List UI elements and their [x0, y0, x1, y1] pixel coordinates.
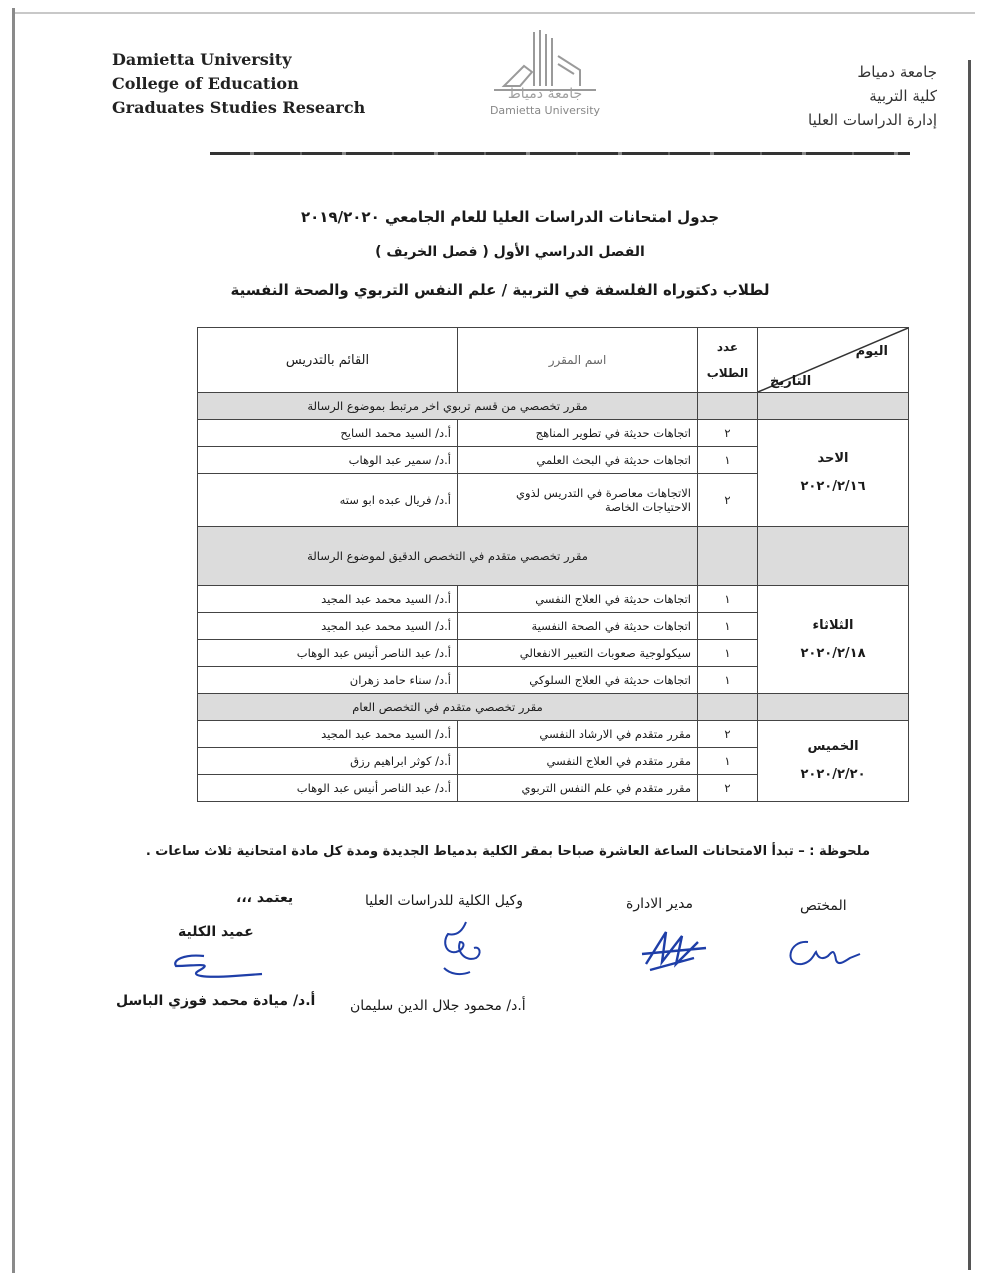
- svg-text:جامعة دمياط: جامعة دمياط: [507, 86, 583, 102]
- student-count-header: عدد الطلاب: [698, 328, 758, 393]
- day-date-cell: [758, 721, 909, 802]
- student-count: ١: [698, 748, 758, 775]
- student-count: ٢: [698, 721, 758, 748]
- table-header-row: [198, 328, 909, 393]
- course-name: اتجاهات حديثة في البحث العلمي: [458, 447, 698, 474]
- scan-edge-top: [15, 12, 975, 14]
- section-row: [198, 393, 909, 420]
- section-label: مقرر تخصصي من قسم تربوي اخر مرتبط بموضوع الرسالة: [198, 393, 698, 420]
- teacher-name: أ.د/ السيد محمد عبد المجيد: [198, 721, 458, 748]
- teacher-name: أ.د/ السيد محمد عبد المجيد: [198, 613, 458, 640]
- teacher-name: أ.د/ سمير عبد الوهاب: [198, 447, 458, 474]
- day-header: اليوم: [855, 344, 888, 359]
- day-name: الاحد: [817, 451, 849, 466]
- university-name-ar: جامعة دمياط: [857, 63, 937, 81]
- english-header: [112, 48, 365, 120]
- university-name-en: Damietta University: [112, 50, 292, 69]
- student-count: ١: [698, 667, 758, 694]
- section-row: [198, 694, 909, 721]
- course-name: اتجاهات حديثة في تطوير المناهج: [458, 420, 698, 447]
- course-name: سيكولوجية صعوبات التعبير الانفعالي: [458, 640, 698, 667]
- logo-caption: Damietta University: [489, 104, 601, 117]
- college-name-ar: كلية التربية: [869, 87, 937, 105]
- student-count: ١: [698, 586, 758, 613]
- student-count: ١: [698, 447, 758, 474]
- admin-manager-label: مدير الادارة: [626, 896, 694, 912]
- course-name: مقرر متقدم في الارشاد النفسي: [458, 721, 698, 748]
- admin-manager-signature: [636, 918, 716, 978]
- day-date-cell: [758, 420, 909, 527]
- scan-edge-left: [12, 8, 15, 1273]
- scan-edge-right: [968, 60, 971, 1270]
- section-row: [198, 527, 909, 586]
- exam-date: ٢٠٢٠/٢/٢٠: [800, 767, 866, 782]
- day-date-header: [758, 328, 909, 393]
- student-count: ١: [698, 640, 758, 667]
- day-name: الخميس: [807, 739, 859, 754]
- student-count: ٢: [698, 474, 758, 527]
- course-name: اتجاهات حديثة في العلاج النفسي: [458, 586, 698, 613]
- approval-label: يعتمد ،،،: [236, 890, 294, 906]
- arabic-header: [808, 60, 937, 132]
- course-name: اتجاهات حديثة في العلاج السلوكي: [458, 667, 698, 694]
- dean-signature: [164, 948, 274, 984]
- teacher-name: أ.د/ سناء حامد زهران: [198, 667, 458, 694]
- teacher-name: أ.د/ عبد الناصر أنيس عبد الوهاب: [198, 775, 458, 802]
- course-name: الاتجاهات معاصرة في التدريس لذوي الاحتياجات الخاصة: [458, 474, 698, 527]
- dean-label: عميد الكلية: [178, 924, 254, 940]
- date-header: التاريخ: [770, 374, 812, 389]
- vice-dean-signature: [426, 912, 496, 982]
- teacher-name: أ.د/ السيد محمد عبد المجيد: [198, 586, 458, 613]
- teacher-header: القائم بالتدريس: [198, 328, 458, 393]
- teacher-name: أ.د/ كوثر ابراهيم رزق: [198, 748, 458, 775]
- teacher-name: أ.د/ عبد الناصر أنيس عبد الوهاب: [198, 640, 458, 667]
- section-label: مقرر تخصصي متقدم في التخصص العام: [198, 694, 698, 721]
- exam-date: ٢٠٢٠/٢/١٦: [800, 479, 866, 494]
- course-name: مقرر متقدم في علم النفس التربوي: [458, 775, 698, 802]
- student-count: ٢: [698, 775, 758, 802]
- title-line-1: جدول امتحانات الدراسات العليا للعام الجامعي ٢٠١٩/٢٠٢٠: [301, 208, 719, 226]
- title-line-3: لطلاب دكتوراه الفلسفة في التربية / علم النفس التربوي والصحة النفسية: [230, 281, 770, 299]
- title-line-2: الفصل الدراسي الأول ( فصل الخريف ): [375, 244, 645, 260]
- exam-note: ملحوظة : – تبدأ الامتحانات الساعة العاشرة صباحا بمقر الكلية بدمياط الجديدة ومدة كل مادة امتحانية ثلاث ساعات .: [145, 844, 870, 859]
- teacher-name: أ.د/ السيد محمد السايح: [198, 420, 458, 447]
- college-name-en: College of Education: [112, 74, 299, 93]
- specialist-signature: [780, 932, 870, 976]
- day-date-cell: [758, 586, 909, 694]
- student-count: ١: [698, 613, 758, 640]
- table-row: [198, 586, 909, 613]
- department-name-ar: إدارة الدراسات العليا: [808, 111, 937, 129]
- teacher-name: أ.د/ فريال عبده ابو سته: [198, 474, 458, 527]
- section-label: مقرر تخصصي متقدم في التخصص الدقيق لموضوع الرسالة: [198, 527, 698, 586]
- specialist-label: المختص: [800, 898, 847, 914]
- course-name: مقرر متقدم في العلاج النفسي: [458, 748, 698, 775]
- department-name-en: Graduates Studies Research: [112, 98, 366, 117]
- course-name: اتجاهات حديثة في الصحة النفسية: [458, 613, 698, 640]
- vice-dean-name: أ.د/ محمود جلال الدين سليمان: [350, 998, 526, 1014]
- student-count: ٢: [698, 420, 758, 447]
- exam-schedule-table: [197, 327, 909, 802]
- table-row: [198, 721, 909, 748]
- vice-dean-label: وكيل الكلية للدراسات العليا: [365, 893, 523, 909]
- header-divider: [210, 152, 910, 155]
- dean-name: أ.د/ ميادة محمد فوزي الباسل: [116, 993, 316, 1009]
- day-name: الثلاثاء: [812, 617, 854, 633]
- course-name-header: اسم المقرر: [458, 328, 698, 393]
- exam-date: ٢٠٢٠/٢/١٨: [800, 645, 866, 661]
- table-row: [198, 420, 909, 447]
